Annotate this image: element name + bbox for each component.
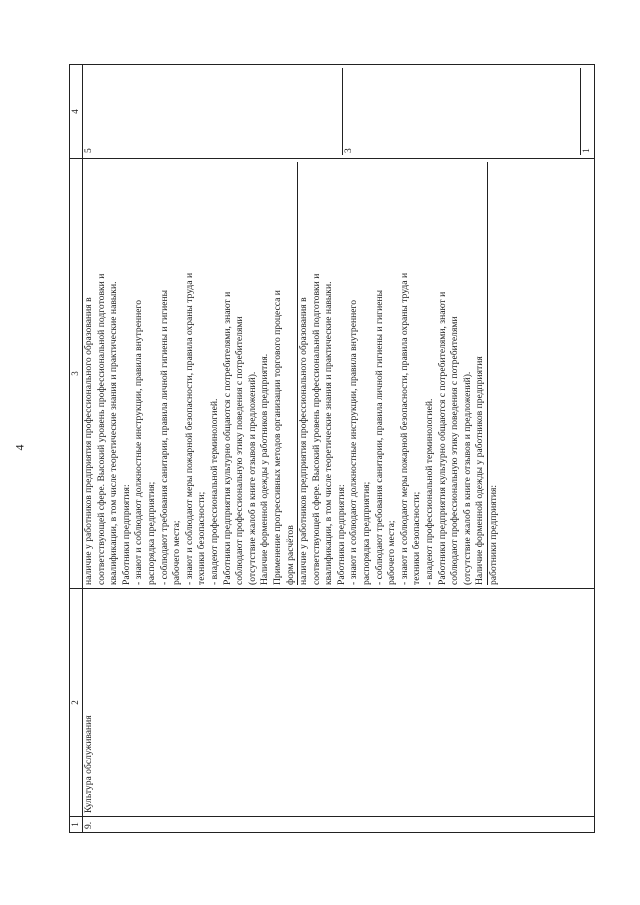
description-line: наличие у работников предприятия профессионального образования в <box>298 297 310 585</box>
score-value: 1 <box>580 68 594 155</box>
description-line: Применение прогрессивных методов организации торгового процесса и <box>271 290 283 585</box>
header-cell-4: 4 <box>70 65 83 159</box>
description-line: Работники предприятия культурно общаются с потребителями, знают и <box>436 291 448 585</box>
description-line: рабочего места; <box>171 520 183 585</box>
description-line: - владеют профессиональной терминологией. <box>424 398 436 585</box>
description-line: Работники предприятия: <box>335 484 347 585</box>
description-segment <box>83 162 297 585</box>
description-line: квалификации, в том числе теоретические знания и практические навыки. <box>108 281 120 585</box>
description-segment <box>297 162 487 585</box>
score-value: 5 <box>83 148 94 153</box>
header-cell-2: 2 <box>70 589 83 817</box>
score-cell <box>83 65 595 159</box>
description-line: рабочего места; <box>386 520 398 585</box>
description-line: Наличие форменной одежды у работников предприятия. <box>259 353 271 585</box>
description-line: работники предприятия: <box>488 484 499 585</box>
description-line: техники безопасности; <box>411 491 423 585</box>
description-line: - знают и соблюдают меры пожарной безопасности, правила охраны труда и <box>398 272 410 585</box>
description-line: соблюдают профессиональную этику поведения с потребителями <box>234 316 246 585</box>
description-line: распорядка предприятия; <box>361 481 373 585</box>
description-line: техники безопасности; <box>196 491 208 585</box>
description-line: квалификации, в том числе теоретические знания и практические навыки. <box>323 281 335 585</box>
row-number: 9. <box>83 817 595 833</box>
page-number: 4 <box>12 444 27 451</box>
description-line: - знают и соблюдают должностные инструкции, правила внутреннего <box>133 299 145 585</box>
description-line: (отсутствие жалоб в книге отзывов и предложений). <box>246 371 258 585</box>
table-row <box>83 65 595 833</box>
description-line: соответствующей сфере. Высокий уровень профессиональной подготовки и <box>310 273 322 585</box>
description-line: - соблюдают требования санитарии, правила личной гигиены и гигиены <box>373 289 385 585</box>
criteria-table <box>69 64 595 833</box>
header-cell-3: 3 <box>70 159 83 589</box>
description-line: Работники предприятия культурно общаются с потребителями, знают и <box>221 291 233 585</box>
description-line: распорядка предприятия; <box>145 481 157 585</box>
description-line: Работники предприятия: <box>120 484 132 585</box>
score-value: 3 <box>342 68 580 155</box>
description-line: (отсутствие жалоб в книге отзывов и предложений). <box>461 371 473 585</box>
description-line: - соблюдают требования санитарии, правила личной гигиены и гигиены <box>158 289 170 585</box>
criterion-name: Культура обслуживания <box>83 589 595 817</box>
description-segments <box>83 162 501 585</box>
description-line: форм расчётов <box>284 525 296 585</box>
description-line: Наличие форменной одежды у работников предприятия <box>474 356 486 585</box>
description-line: - знают и соблюдают должностные инструкции, правила внутреннего <box>348 299 360 585</box>
description-cell <box>83 159 595 589</box>
description-line: соблюдают профессиональную этику поведения с потребителями <box>449 316 461 585</box>
header-cell-1: 1 <box>70 817 83 833</box>
description-line: - владеют профессиональной терминологией. <box>208 398 220 585</box>
header-row <box>70 65 83 833</box>
description-line: соответствующей сфере. Высокий уровень профессиональной подготовки и <box>95 273 107 585</box>
description-segment <box>487 162 501 585</box>
description-line: - знают и соблюдают меры пожарной безопасности, правила охраны труда и <box>183 272 195 585</box>
criteria-table-container <box>69 65 592 833</box>
description-line: наличие у работников предприятия профессионального образования в <box>83 297 94 585</box>
